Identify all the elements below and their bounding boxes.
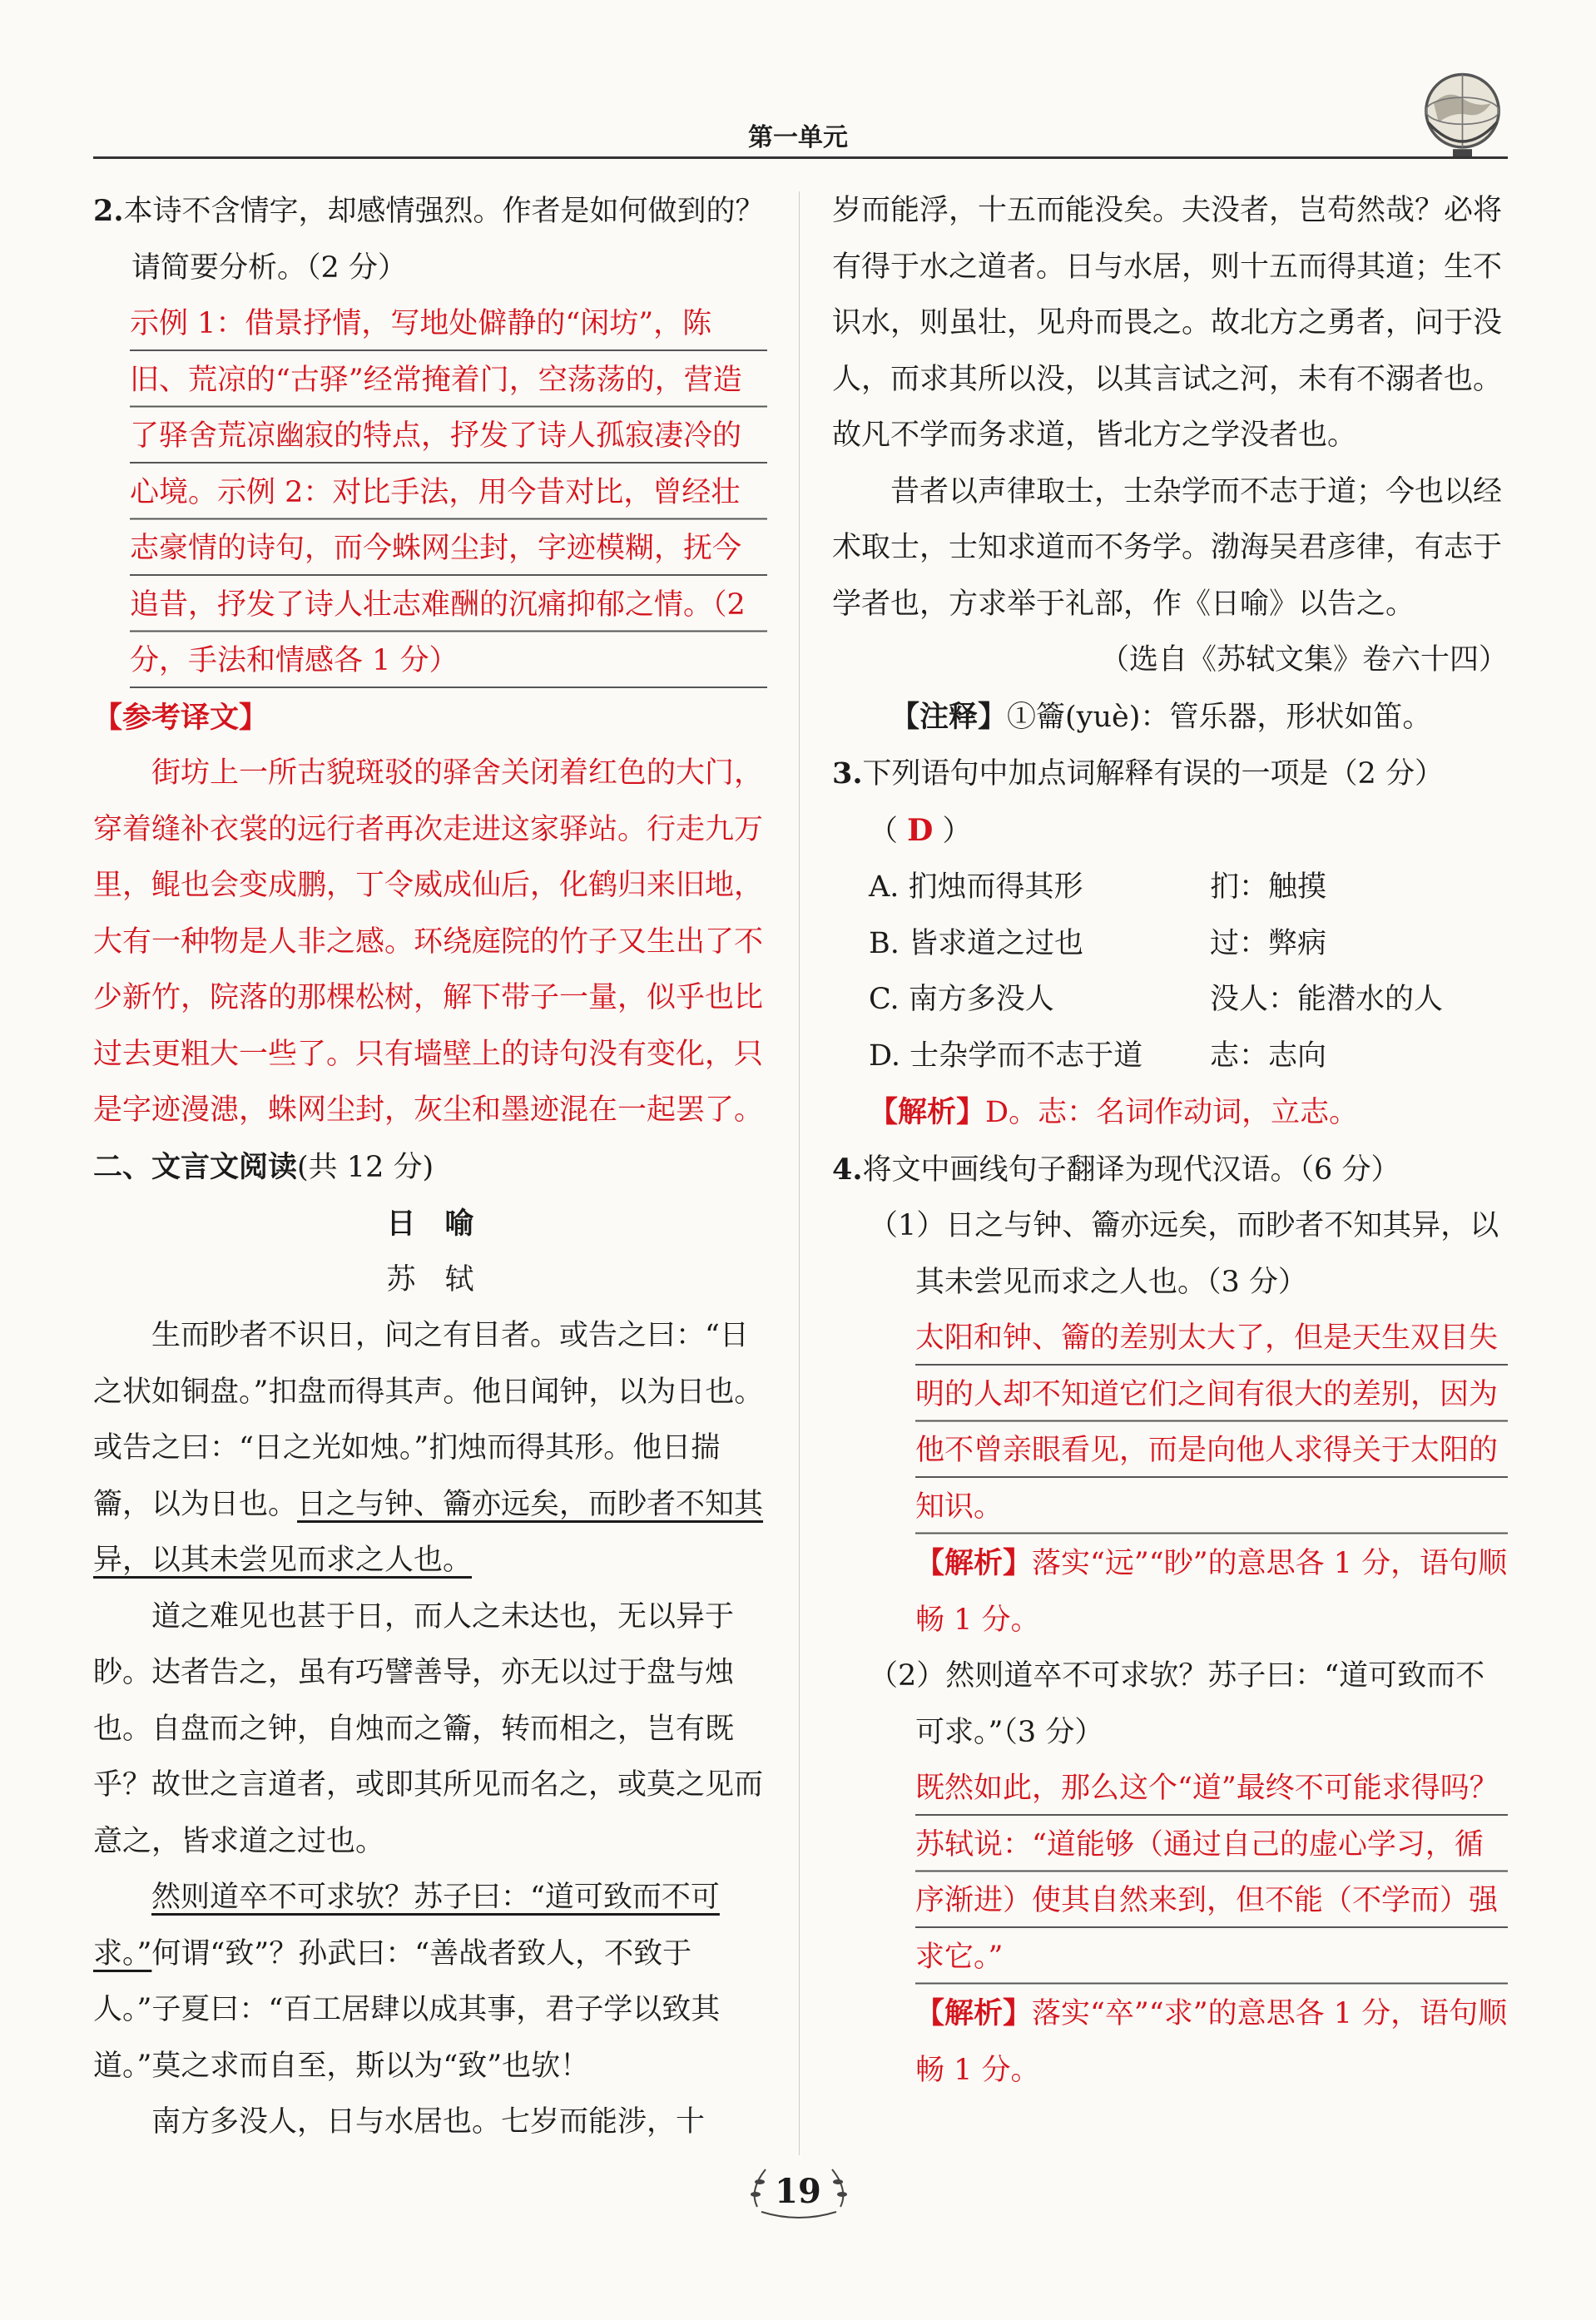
option-b-text: B. 皆求道之过也 [869, 926, 1083, 960]
paragraph-3-text: 何谓“致”？孙武曰：“善战者致人，不致于人。”子夏曰：“百工居肆以成其事，君子学以致其道。”莫之求而自至，斯以为“致”也欤！ [93, 1936, 721, 2083]
passage-paragraph-5: 昔者以声律取士，士杂学而不志于道；今也以经术取士，士知求道而不务学。渤海吴君彦律，有志于学者也，方求举于礼部，作《日喻》以告之。 [832, 474, 1503, 621]
option-a-gloss: 扪：触摸 [1210, 870, 1327, 904]
header-rule [93, 156, 1508, 159]
question-3-text: 下列语句中加点词解释有误的一项是（2 分） [862, 757, 1444, 791]
option-d [832, 1029, 1508, 1085]
question-4-2-analysis [915, 1985, 1508, 2099]
question-3 [832, 746, 1508, 803]
section-title: 二、文言文阅读 [93, 1149, 298, 1184]
note-tag: 【注释】 [890, 699, 1008, 734]
analysis-text: D。志：名词作动词，立志。 [985, 1096, 1359, 1129]
passage-author: 苏 轼 [386, 1262, 474, 1296]
question-4-1: （1）日之与钟、籥亦远矣，而眇者不知其异，以其未尝见而求之人也。（3 分） [869, 1209, 1499, 1299]
passage-paragraph-4-continued: 岁而能浮，十五而能没矣。夫没者，岂苟然哉？必将有得于水之道者。日与水居，则十五而得其道；生不识水，则虽壮，见舟而畏之。故北方之勇者，问于没人，而求其所以没，以其言试之河，未有不溺者也。故凡不学而务求道，皆北方之学没者也。 [832, 194, 1503, 452]
question-4 [832, 1142, 1508, 1199]
page-number: 19 [775, 2172, 821, 2211]
reference-translation-text: 街坊上一所古貌斑驳的驿舍关闭着红色的大门，穿着缝补衣裳的远行者再次走进这家驿站。行走九万里，鲲也会变成鹏，丁令威成仙后，化鹤归来旧地，大有一种物是人非之感。环绕庭院的竹子又生出了不少新竹，院落的那棵松树，解下带子一量，似乎也比过去更粗大一些了。只有墙壁上的诗句没有变化，只是字迹漫漶，蛛网尘封，灰尘和墨迹混在一起罢了。 [93, 756, 764, 1127]
option-c-text: C. 南方多没人 [869, 983, 1054, 1016]
question-3-number: 3. [832, 756, 863, 791]
passage-paragraph-1 [93, 1308, 767, 1589]
section-heading [93, 1139, 767, 1197]
globe-icon [1415, 65, 1510, 161]
option-b [832, 916, 1508, 973]
paragraph-1-text: 生而眇者不识日，问之有目者。或告之曰：“日之状如铜盘。”扣盘而得其声。他日闻钟，以为日也。或告之曰：“日之光如烛。”扪烛而得其形。他日揣籥，以为日也。 [93, 1319, 764, 1521]
unit-title: 第一单元 [748, 123, 848, 152]
option-c [832, 972, 1508, 1029]
analysis-text: 落实“远”“眇”的意思各 1 分，语句顺畅 1 分。 [915, 1547, 1508, 1637]
note-text: ①籥(yuè)：管乐器，形状如笛。 [1007, 700, 1432, 734]
question-4-number: 4. [832, 1152, 863, 1187]
option-d-gloss: 志：志向 [1210, 1039, 1327, 1073]
question-2 [93, 183, 767, 296]
analysis-text: 落实“卒”“求”的意思各 1 分，语句顺畅 1 分。 [915, 1997, 1508, 2087]
analysis-tag: 【解析】 [915, 1546, 1033, 1580]
option-d-text: D. 士杂学而不志于道 [869, 1039, 1143, 1073]
passage-title: 日 喻 [386, 1207, 474, 1241]
passage-source: （选自《苏轼文集》卷六十四） [1099, 643, 1508, 677]
question-4-1-analysis [915, 1535, 1508, 1648]
analysis-tag: 【解析】 [915, 1996, 1033, 2030]
reference-translation-title: 【参考译文】 [93, 700, 269, 735]
question-4-2-answer: 既然如此，那么这个“道”最终不可能求得吗？苏轼说：“道能够（通过自己的虚心学习，循序渐进）使其自然来到，但不能（不学而）强求它。” [915, 1761, 1508, 1985]
passage-paragraph-4: 南方多没人，日与水居也。七岁而能涉，十 [151, 2105, 706, 2139]
passage-paragraph-2: 道之难见也甚于日，而人之未达也，无以异于眇。达者告之，虽有巧譬善导，亦无以过于盘与烛也。自盘而之钟，自烛而之籥，转而相之，岂有既乎？故世之言道者，或即其所见而名之，或莫之见而意之，皆求道之过也。 [93, 1599, 764, 1858]
option-c-gloss: 没人：能潜水的人 [1210, 983, 1444, 1016]
left-column [93, 183, 767, 2151]
column-divider [799, 191, 800, 2155]
question-2-text: 本诗不含情字，却感情强烈。作者是如何做到的？请简要分析。（2 分） [123, 195, 765, 285]
passage-paragraph-3 [93, 1870, 767, 2094]
right-column [832, 183, 1508, 2099]
question-2-number: 2. [93, 194, 124, 228]
option-b-gloss: 过：弊病 [1210, 926, 1327, 960]
analysis-tag: 【解析】 [869, 1095, 986, 1129]
question-3-answer-slot: （ D ） [869, 812, 972, 848]
underlined-sentence-2: 然则道卒不可求欤？苏子曰：“道可致而不可求。” [93, 1881, 720, 1971]
question-4-text: 将文中画线句子翻译为现代汉语。（6 分） [862, 1153, 1400, 1187]
question-4-2: （2）然则道卒不可求欤？苏子曰：“道可致而不可求。”（3 分） [869, 1659, 1485, 1749]
question-4-1-answer: 太阳和钟、籥的差别太大了，但是天生双目失明的人却不知道它们之间有很大的差别，因为他不曾亲眼看见，而是向他人求得关于太阳的知识。 [915, 1311, 1508, 1535]
question-2-answer: 示例 1：借景抒情，写地处僻静的“闲坊”，陈旧、荒凉的“古驿”经常掩着门，空荡荡的，营造了驿舍荒凉幽寂的特点，抒发了诗人孤寂凄冷的心境。示例 2：对比手法，用今昔对比，曾经壮志豪情的诗句，而今蛛网尘封，字迹模糊，抚今追昔，抒发了诗人壮志难酬的沉痛抑郁之情。（2 分，手法和情感各 1 分） [130, 296, 767, 690]
question-3-analysis [832, 1084, 1508, 1142]
underlined-sentence-1: 日之与钟、籥亦远矣，而眇者不知其异，以其未尝见而求之人也。 [93, 1487, 764, 1577]
option-a [832, 860, 1508, 916]
question-3-answer: D [907, 812, 934, 848]
section-score: (共 12 分) [297, 1150, 434, 1184]
option-a-text: A. 扪烛而得其形 [869, 870, 1083, 904]
passage-note [832, 689, 1508, 746]
